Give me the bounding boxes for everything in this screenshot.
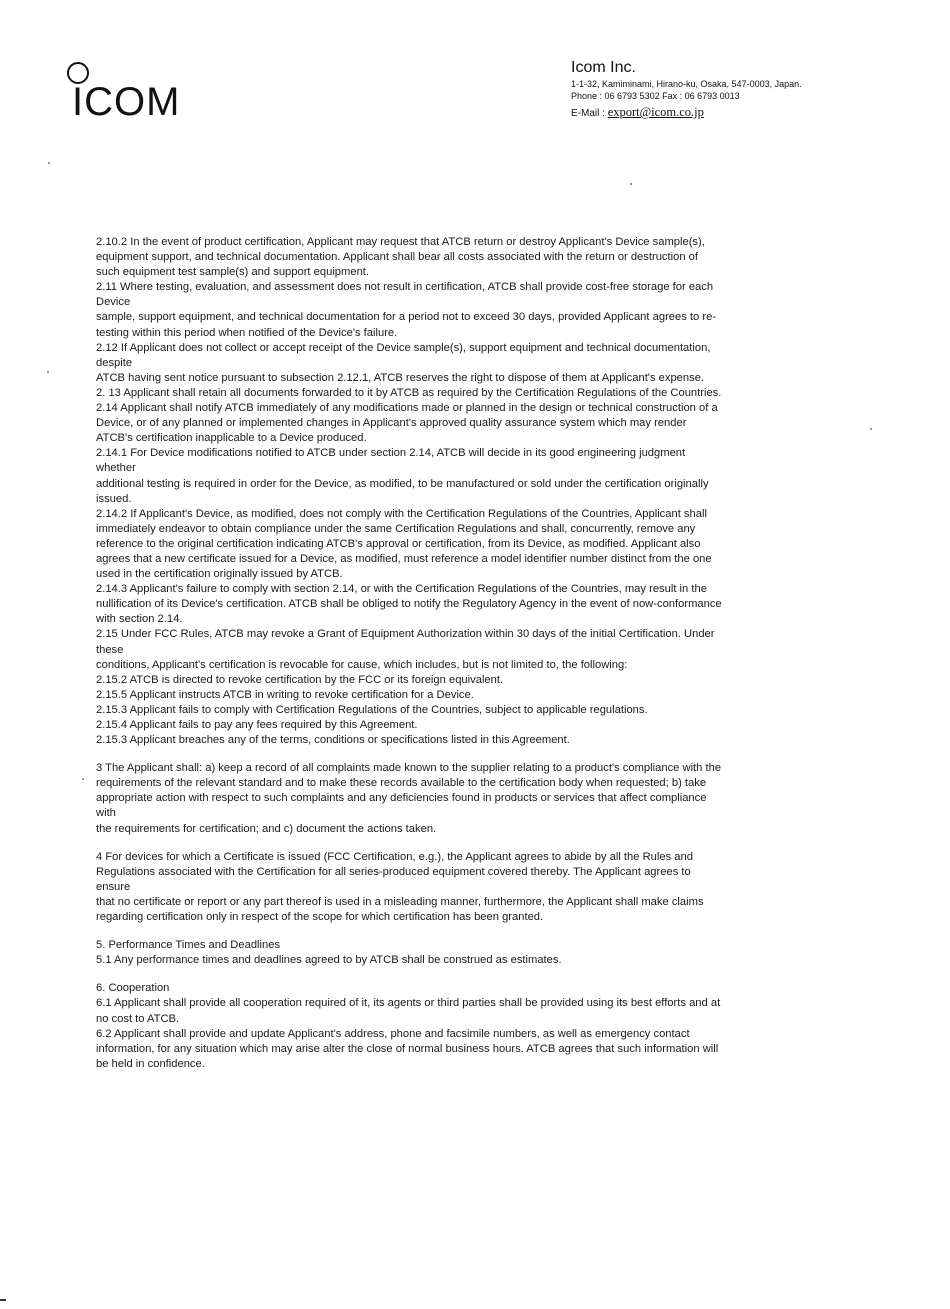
company-email-row	[571, 105, 901, 121]
company-phone-fax: Phone : 06 6793 5302 Fax : 06 6793 0013	[571, 91, 740, 101]
text-line: ATCB's certification inapplicable to a Device produced.	[96, 432, 367, 445]
text-line: 6. Cooperation	[96, 982, 170, 995]
paragraph-gap	[96, 748, 848, 761]
text-line: 2.11 Where testing, evaluation, and assessment does not result in certification, ATCB shall provide cost-free storage for each	[96, 281, 714, 294]
text-line: that no certificate or report or any part thereof is used in a misleading manner, furthermore, the Applicant shall make claims	[96, 895, 704, 908]
paragraph-gap	[96, 968, 848, 981]
text-line: issued.	[96, 492, 132, 505]
text-line: 2.15.4 Applicant fails to pay any fees required by this Agreement.	[96, 719, 418, 731]
text-line: appropriate action with respect to such complaints and any deficiencies found in products or services that affect compliance	[96, 792, 707, 805]
text-line: no cost to ATCB.	[96, 1012, 180, 1025]
text-line: conditions, Applicant's certification is revocable for cause, which includes, but is not limited to, the following:	[96, 658, 628, 671]
text-line: 2.15.3 Applicant breaches any of the terms, conditions or specifications listed in this Agreement.	[96, 734, 570, 747]
text-line: 2.14.1 For Device modifications notified to ATCB under section 2.14, ATCB will decide in its good engineering judgment	[96, 447, 686, 460]
text-line: 2. 13 Applicant shall retain all documents forwarded to it by ATCB as required by the Certification Regulations of the Countries.	[96, 386, 722, 399]
icom-logo	[62, 58, 192, 128]
text-line: these	[96, 643, 124, 656]
text-line: with section 2.14.	[96, 613, 183, 626]
text-line: whether	[96, 462, 136, 475]
text-line: 2.15.2 ATCB is directed to revoke certification by the FCC or its foreign equivalent.	[96, 673, 504, 686]
scan-speck	[82, 778, 84, 780]
scan-speck	[48, 162, 50, 164]
email-link[interactable]: export@icom.co.jp	[607, 105, 704, 119]
company-address: 1-1-32, Kamiminami, Hirano-ku, Osaka, 547-0003, Japan.	[571, 79, 802, 89]
text-line: 6.1 Applicant shall provide all cooperation required of it, its agents or third parties shall be provided using its best efforts and at	[96, 997, 721, 1010]
text-line: immediately endeavor to obtain compliance under the same Certification Regulations and shall, concurrently, remove any	[96, 522, 696, 535]
text-line: 5.1 Any performance times and deadlines agreed to by ATCB shall be construed as estimates.	[96, 954, 562, 967]
company-name: Icom Inc.	[571, 59, 636, 76]
text-line: requirements of the relevant standard and to make these records available to the certification body when requested; b) take	[96, 777, 707, 790]
text-line: with	[96, 807, 116, 820]
text-line: 2.14.2 If Applicant's Device, as modified, does not comply with the Certification Regulations of the Countries, Applicant shall	[96, 507, 707, 520]
document-body	[96, 235, 848, 1072]
text-line: despite	[96, 356, 133, 369]
text-line: regarding certification only in respect of the scope for which certification has been granted.	[96, 911, 544, 924]
text-line: 5. Performance Times and Deadlines	[96, 939, 281, 952]
paragraph-gap	[96, 837, 848, 850]
text-line: 3 The Applicant shall: a) keep a record of all complaints made known to the supplier relating to a product's compliance with the	[96, 762, 722, 775]
text-line: 6.2 Applicant shall provide and update Applicant's address, phone and facsimile numbers, as well as emergency contact	[96, 1027, 690, 1040]
scan-speck	[630, 183, 632, 185]
text-line: Device	[96, 296, 131, 309]
text-line: 2.12 If Applicant does not collect or accept receipt of the Device sample(s), support equipment and technical documentation,	[96, 341, 711, 354]
text-line: 2.14 Applicant shall notify ATCB immediately of any modifications made or planned in the design or technical construction of a	[96, 402, 718, 415]
scan-edge-mark	[0, 1299, 6, 1301]
logo-text: ICOM	[72, 80, 181, 124]
text-line: agrees that a new certificate issued for a Device, as modified, must reference a model identifier number distinct from the one	[96, 552, 712, 565]
text-line: 2.15.3 Applicant fails to comply with Certification Regulations of the Countries, subject to applicable regulations.	[96, 703, 648, 716]
text-line: ATCB having sent notice pursuant to subsection 2.12.1, ATCB reserves the right to dispose of them at Applicant's expense.	[96, 371, 705, 384]
text-line: testing within this period when notified of the Device's failure.	[96, 326, 398, 339]
text-line: 4 For devices for which a Certificate is issued (FCC Certification, e.g.), the Applicant agrees to abide by all the Rules and	[96, 850, 693, 863]
text-line: 2.14.3 Applicant's failure to comply with section 2.14, or with the Certification Regulations of the Countries, may result in the	[96, 583, 707, 596]
text-line: additional testing is required in order for the Device, as modified, to be manufactured or sold under the certification originally	[96, 477, 709, 490]
text-line: 2.15 Under FCC Rules, ATCB may revoke a Grant of Equipment Authorization within 30 days of the initial Certification. Under	[96, 628, 715, 641]
text-line: be held in confidence.	[96, 1057, 205, 1070]
text-line: Regulations associated with the Certification for all series-produced equipment covered thereby. The Applicant agrees to	[96, 865, 691, 878]
text-line: used in the certification originally issued by ATCB.	[96, 568, 343, 581]
text-line: such equipment test sample(s) and support equipment.	[96, 266, 370, 279]
text-line: equipment support, and technical documentation. Applicant shall bear all costs associated with the return or destruction of	[96, 251, 698, 264]
text-line: nullification of its Device's certification. ATCB shall be obliged to notify the Regulatory Agency in the event of now-conformance	[96, 598, 722, 611]
scan-speck	[870, 428, 872, 430]
email-label: E-Mail :	[571, 108, 605, 119]
text-line: sample, support equipment, and technical documentation for a period not to exceed 30 days, provided Applicant agrees to re-	[96, 311, 717, 324]
text-line: reference to the original certification indicating ATCB's approval or certification, from its Device, as modified. Applicant also	[96, 537, 701, 550]
text-line: 2.10.2 In the event of product certification, Applicant may request that ATCB return or destroy Applicant's Device sample(s),	[96, 236, 705, 248]
text-line: 2.15.5 Applicant instructs ATCB in writing to revoke certification for a Device.	[96, 688, 474, 701]
text-line: ensure	[96, 880, 131, 893]
paragraph-gap	[96, 925, 848, 938]
scan-speck	[47, 371, 49, 373]
text-line: the requirements for certification; and c) document the actions taken.	[96, 822, 437, 835]
text-line: Device, or of any planned or implemented changes in Applicant's approved quality assurance system which may render	[96, 417, 687, 430]
text-line: information, for any situation which may arise alter the close of normal business hours. ATCB agrees that such information will	[96, 1042, 719, 1055]
company-letterhead	[571, 58, 901, 121]
